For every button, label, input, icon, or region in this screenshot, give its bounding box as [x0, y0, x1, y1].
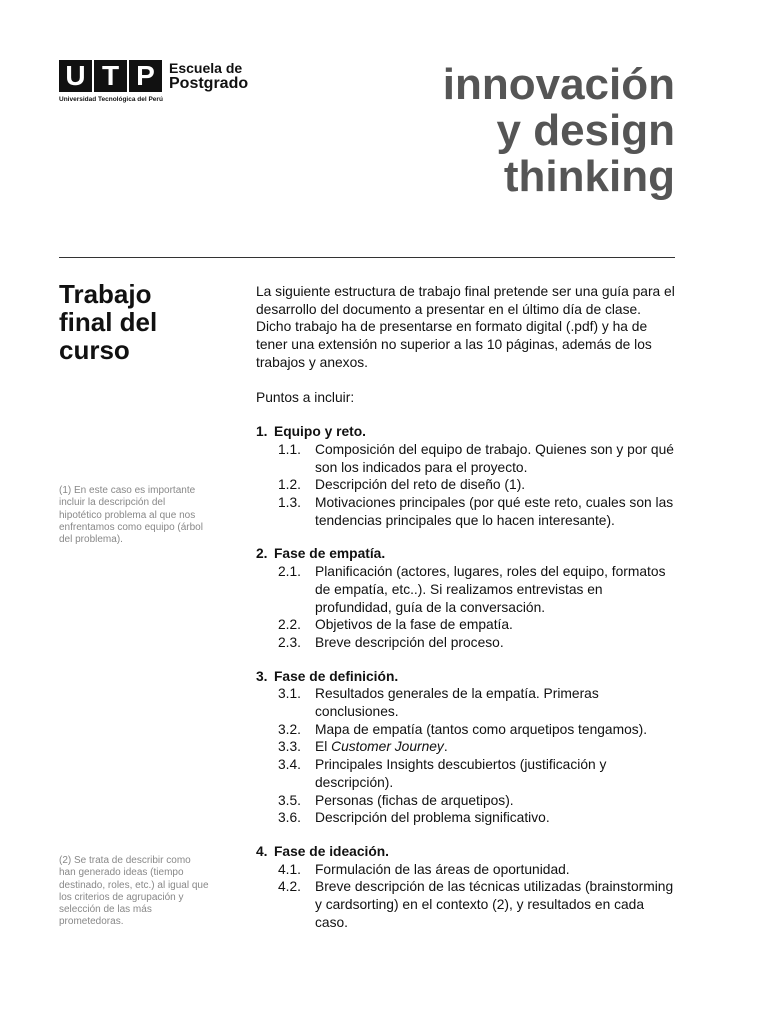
item-number: 3.6. — [278, 810, 302, 826]
item-text: Personas (fichas de arquetipos). — [315, 792, 514, 808]
item-number: 3.5. — [278, 792, 302, 808]
section-number: 4. — [256, 843, 268, 859]
item-text: Breve descripción del proceso. — [315, 634, 504, 650]
item-number: 1.2. — [278, 477, 302, 493]
item-number: 3.3. — [278, 739, 302, 755]
side-note-2: (2) Se trata de describir como han generado ideas (tiempo destinado, roles, etc.) al igual que los criterios de agrupación y selección de las más prometedoras. — [59, 855, 209, 928]
item-text-emphasis: Customer Journey — [331, 739, 444, 755]
section-heading-text: Fase de definición. — [274, 668, 399, 684]
item-text: Composición del equipo de trabajo. Quienes son y por qué son los indicados para el proyecto. — [315, 441, 674, 475]
item-number: 4.2. — [278, 879, 302, 895]
item-text: Motivaciones principales (por qué este reto, cuales son las tendencias principales que lo hacen interesante). — [315, 495, 674, 528]
list-item — [256, 441, 676, 476]
list-item — [256, 721, 676, 739]
section-title — [59, 280, 209, 364]
item-text: Formulación de las áreas de oportunidad. — [315, 861, 570, 877]
section-heading-text: Fase de ideación. — [274, 843, 390, 859]
list-item — [256, 685, 676, 720]
document-title — [443, 62, 675, 200]
list-item — [256, 861, 676, 879]
item-number: 1.1. — [278, 441, 302, 457]
section-equipo — [256, 423, 676, 529]
item-text: Mapa de empatía (tantos como arquetipos tengamos). — [315, 721, 648, 737]
logo-letter: U — [59, 60, 92, 92]
item-number: 3.4. — [278, 757, 302, 773]
section-heading — [256, 545, 676, 563]
section-heading-text: Equipo y reto. — [274, 424, 366, 440]
item-text: Objetivos de la fase de empatía. — [315, 617, 513, 633]
item-number: 4.1. — [278, 861, 302, 877]
item-text — [315, 738, 676, 756]
list-item — [256, 809, 676, 827]
section-heading-text: Fase de empatía. — [274, 546, 386, 562]
list-item — [256, 494, 676, 529]
list-item — [256, 738, 676, 756]
item-number: 2.2. — [278, 617, 302, 633]
section-ideacion — [256, 843, 676, 932]
points-heading: Puntos a incluir: — [256, 389, 355, 405]
list-item — [256, 476, 676, 494]
logo-letters — [59, 60, 162, 92]
item-number: 2.1. — [278, 564, 302, 580]
section-title-line2: final del — [59, 307, 158, 337]
logo-school-line2: Postgrado — [169, 75, 249, 92]
logo-school-name — [169, 61, 248, 91]
list-item — [256, 792, 676, 810]
section-heading — [256, 423, 676, 441]
main-content — [256, 283, 676, 948]
list-item — [256, 563, 676, 616]
section-heading — [256, 668, 676, 686]
intro-paragraph: La siguiente estructura de trabajo final pretende ser una guía para el desarrollo del documento a presentar en el último día de clase. Dicho trabajo ha de presentarse en formato digital (.pdf) y ha de tener una extensión no superior a las 10 páginas, además de los trabajos y anexos. — [256, 284, 675, 370]
item-number: 3.2. — [278, 721, 302, 737]
divider — [59, 257, 675, 258]
side-note-1: (1) En este caso es importante incluir la descripción del hipotético problema al que nos enfrentamos como equipo (árbol del problema). — [59, 485, 203, 546]
item-text: Principales Insights descubiertos (justificación y descripción). — [315, 757, 607, 790]
item-number: 2.3. — [278, 634, 302, 650]
section-title-line1: Trabajo — [59, 279, 152, 309]
section-heading — [256, 843, 676, 861]
list-item — [256, 616, 676, 634]
title-line2: y design — [496, 106, 675, 155]
title-line3: thinking — [503, 152, 675, 201]
title-line1: innovación — [442, 60, 675, 109]
section-empatia — [256, 545, 676, 651]
item-text-lead: El — [315, 739, 332, 755]
section-number: 3. — [256, 668, 268, 684]
logo-school-line1: Escuela de — [169, 60, 243, 76]
item-text: Descripción del problema significativo. — [315, 810, 550, 826]
item-number: 3.1. — [278, 686, 302, 702]
list-item — [256, 756, 676, 791]
logo-letter: P — [129, 60, 162, 92]
section-number: 2. — [256, 546, 268, 562]
item-text: Resultados generales de la empatía. Primeras conclusiones. — [315, 686, 599, 720]
list-item — [256, 878, 676, 931]
item-text: Planificación (actores, lugares, roles del equipo, formatos de empatía, etc..). Si realizamos entrevistas en profundidad, guía de la conversación. — [315, 564, 666, 615]
item-text-tail: . — [443, 739, 448, 755]
section-definicion — [256, 668, 676, 827]
section-number: 1. — [256, 424, 268, 440]
item-text: Breve descripción de las técnicas utilizadas (brainstorming y cardsorting) en el contexto (2), y resultados en cada caso. — [315, 879, 674, 930]
logo-university: Universidad Tecnológica del Perú — [59, 96, 163, 103]
list-item — [256, 634, 676, 652]
utp-logo — [59, 60, 269, 106]
item-number: 1.3. — [278, 495, 302, 511]
section-title-line3: curso — [59, 335, 130, 365]
item-text: Descripción del reto de diseño (1). — [315, 477, 526, 493]
logo-letter: T — [94, 60, 127, 92]
